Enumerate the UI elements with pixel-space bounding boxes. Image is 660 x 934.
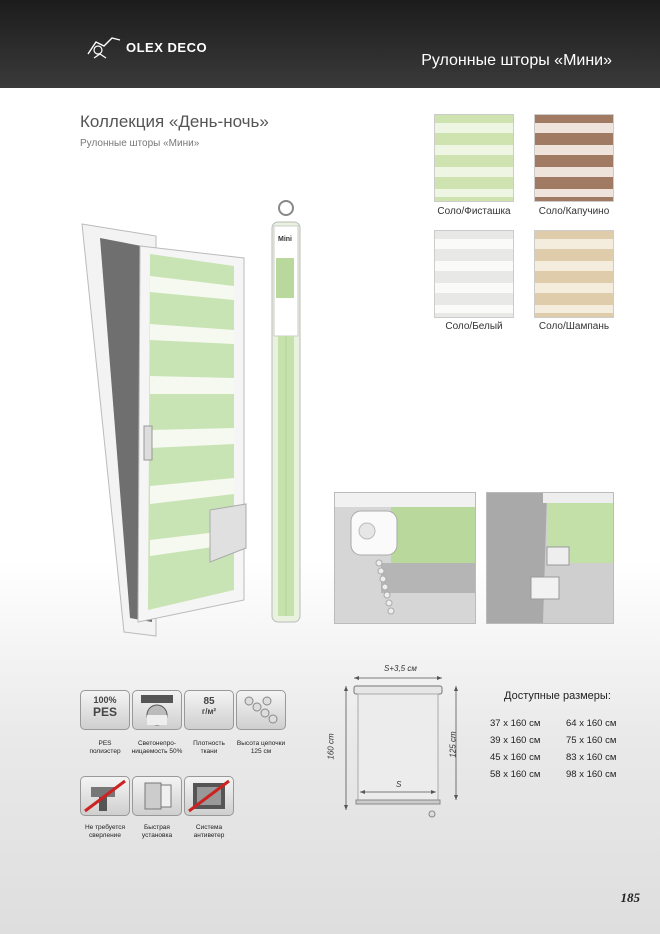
density-icon — [184, 690, 234, 730]
no-drilling-icon — [80, 776, 130, 816]
mechanism-detail-photo — [334, 492, 476, 624]
product-package-image — [266, 196, 306, 626]
brand-name: OLEX DECO — [126, 39, 208, 55]
window-with-blind-image — [78, 218, 248, 638]
dim-bottom-label: S — [396, 780, 402, 789]
size-item: 45 x 160 см — [490, 752, 541, 763]
size-item: 83 x 160 см — [566, 752, 617, 763]
header-title: Рулонные шторы «Мини» — [421, 52, 612, 69]
page-header — [0, 0, 660, 88]
pes-text: PES — [92, 705, 117, 719]
density-value: 85 — [203, 696, 215, 707]
swatch-label-champagne: Соло/Шампань — [538, 321, 610, 332]
swatch-label-pistachio: Соло/Фисташка — [437, 206, 511, 217]
feature-label-no-drilling: Не требуется сверление — [84, 824, 126, 839]
feature-label-density: Плотность ткани — [193, 740, 225, 755]
swatch-label-cappuccino: Соло/Капучино — [538, 206, 610, 217]
quick-install-icon — [132, 776, 182, 816]
dim-left-label: 160 cm — [326, 733, 336, 760]
collection-title: Коллекция «День-ночь» — [80, 112, 269, 131]
swatch-champagne[interactable] — [534, 230, 614, 318]
pes-icon — [80, 690, 130, 730]
dim-right-label: 125 cm — [448, 731, 458, 758]
dim-top-label: S+3,5 см — [384, 664, 417, 673]
feature-label-pes: PES полиэстер — [89, 740, 121, 755]
bracket-detail-photo — [486, 492, 614, 624]
size-item: 37 x 160 см — [490, 718, 541, 729]
feature-label-quick-install: Быстрая установка — [141, 824, 173, 839]
logo-figure-icon — [84, 32, 124, 62]
density-unit: г/м² — [201, 707, 217, 716]
sizes-title: Доступные размеры: — [504, 690, 611, 702]
brand-logo — [84, 32, 207, 62]
package-label: Mini — [278, 236, 292, 243]
feature-label-chain: Высота цепочки 125 см — [236, 740, 286, 755]
swatch-pistachio[interactable] — [434, 114, 514, 202]
collection-subtitle: Рулонные шторы «Мини» — [80, 138, 200, 149]
chain-icon — [236, 690, 286, 730]
dimension-diagram — [326, 664, 472, 824]
light-transmission-icon — [132, 690, 182, 730]
size-item: 64 x 160 см — [566, 718, 617, 729]
size-item: 75 x 160 см — [566, 735, 617, 746]
size-item: 98 x 160 см — [566, 769, 617, 780]
pes-percent: 100% — [93, 695, 117, 705]
swatch-label-white: Соло/Белый — [445, 321, 503, 332]
size-item: 58 x 160 см — [490, 769, 541, 780]
page-number: 185 — [620, 890, 640, 905]
feature-label-anti-wind: Система антиветер — [193, 824, 225, 839]
anti-wind-icon — [184, 776, 234, 816]
size-item: 39 x 160 см — [490, 735, 541, 746]
swatch-cappuccino[interactable] — [534, 114, 614, 202]
swatch-white[interactable] — [434, 230, 514, 318]
feature-label-light: Светонепро- ницаемость 50% — [131, 740, 183, 755]
